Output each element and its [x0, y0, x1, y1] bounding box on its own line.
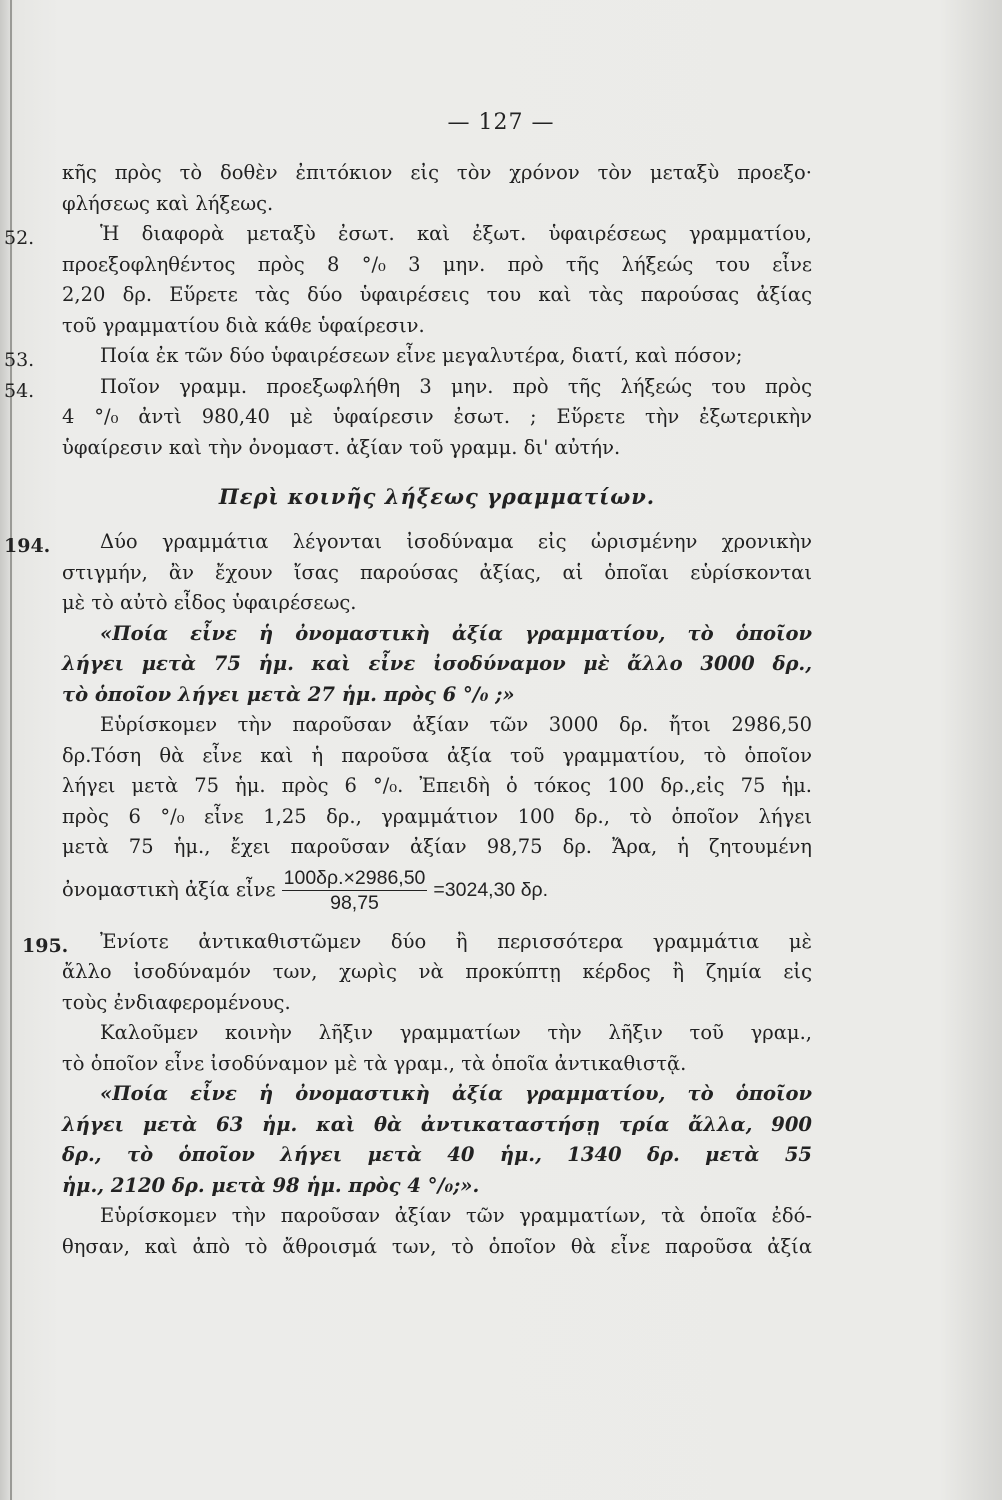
exercise-154: [4, 372, 812, 464]
section-195-definition-1: Καλοῦμεν κοινὴν λῆξιν γραμματίων τὴν λῆξιν τοῦ γραμ.,: [100, 1021, 812, 1044]
section-194-question-3: τὸ ὁποῖον λήγει μετὰ 27 ἡμ. πρὸς 6 °/₀ ;»: [62, 682, 515, 706]
section-195-answer-2: θησαν, καὶ ἀπὸ τὸ ἄθροισμά των, τὸ ὁποῖον θὰ εἶνε παροῦσα ἀξία: [62, 1234, 812, 1258]
section-194-formula-line: [62, 863, 812, 919]
section-title: Περὶ κοινῆς λήξεως γραμματίων.: [218, 484, 656, 509]
section-195-question-4: ἡμ., 2120 δρ. μετὰ 98 ἡμ. πρὸς 4 °/₀;».: [62, 1173, 480, 1197]
section-194-number: 194.: [4, 535, 51, 557]
section-195-question-2: λήγει μετὰ 63 ἡμ. καὶ θὰ ἀντικαταστήσῃ τρία ἄλλα, 900: [62, 1112, 812, 1136]
section-194-answer-1: Εὑρίσκομεν τὴν παροῦσαν ἀξίαν τῶν 3000 δρ. ἤτοι 2986,50: [100, 713, 812, 736]
exercise-154-line-1: Ποῖον γραμμ. προεξωφλήθη 3 μην. πρὸ τῆς λήξεώς του πρὸς: [100, 374, 812, 398]
section-194-question-2: λήγει μετὰ 75 ἡμ. καὶ εἶνε ἰσοδύναμον μὲ ἄλλο 3000 δρ.,: [62, 652, 812, 675]
formula-prefix: ὀνομαστικὴ ἀξία εἶνε: [62, 878, 276, 902]
section-194-question-1: «Ποία εἶνε ἡ ὀνομαστικὴ ἀξία γραμματίου, τὸ ὁποῖον: [100, 621, 812, 645]
section-194-answer-5: μετὰ 75 ἡμ., ἔχει παροῦσαν ἀξίαν 98,75 δρ. Ἄρα, ἡ ζητουμένη: [62, 835, 812, 858]
page-body: [4, 158, 812, 1262]
exercise-152-line-3: 2,20 δρ. Εὕρετε τὰς δύο ὑφαιρέσεις του καὶ τὰς παρούσας ἀξίας: [62, 283, 812, 306]
exercise-152-line-4: τοῦ γραμματίου διὰ κάθε ὑφαίρεσιν.: [62, 313, 425, 337]
page-number-header: — 127 —: [447, 110, 555, 135]
exercise-154-line-2: 4 °/₀ ἀντὶ 980,40 μὲ ὑφαίρεσιν ἐσωτ. ; Εὕρετε τὴν ἐξωτερικὴν: [62, 405, 812, 428]
exercise-154-line-3: ὑφαίρεσιν καὶ τὴν ὀνομαστ. ἀξίαν τοῦ γραμμ. δι' αὐτήν.: [62, 435, 621, 459]
exercise-152: [4, 219, 812, 341]
section-194-line-2: στιγμήν, ἂν ἔχουν ἴσας παρούσας ἀξίας, αἱ ὁποῖαι εὑρίσκονται: [62, 560, 812, 584]
section-194-answer-3: λήγει μετὰ 75 ἡμ. πρὸς 6 °/₀. Ἐπειδὴ ὁ τόκος 100 δρ.,εἰς 75 ἡμ.: [62, 774, 812, 797]
section-194-line-3: μὲ τὸ αὐτὸ εἶδος ὑφαιρέσεως.: [62, 591, 357, 614]
section-195-line-1: Ἐνίοτε ἀντικαθιστῶμεν δύο ἢ περισσότερα γραμμάτια μὲ: [100, 929, 812, 953]
fraction-denominator: 98,75: [330, 892, 379, 914]
section-195-number: 195.: [22, 934, 69, 957]
exercise-153-number: 53.: [4, 349, 35, 371]
intro-line-1: κῆς πρὸς τὸ δοθὲν ἐπιτόκιον εἰς τὸν χρόνον τὸν μεταξὺ προεξο·: [62, 161, 812, 184]
section-195: [22, 927, 812, 1263]
exercise-153: [4, 341, 812, 372]
intro-line-2: φλήσεως καὶ λήξεως.: [62, 191, 274, 215]
exercise-153-line-1: Ποία ἐκ τῶν δύο ὑφαιρέσεων εἶνε μεγαλυτέρα, διατί, καὶ πόσον;: [100, 344, 743, 367]
section-194-line-1: Δύο γραμμάτια λέγονται ἰσοδύναμα εἰς ὡρισμένην χρονικὴν: [100, 530, 812, 553]
section-195-line-3: τοὺς ἐνδιαφερομένους.: [62, 990, 291, 1014]
section-194-answer-2: δρ.Τόση θὰ εἶνε καὶ ἡ παροῦσα ἀξία τοῦ γραμματίου, τὸ ὁποῖον: [62, 743, 812, 767]
formula-fraction: [282, 866, 428, 915]
exercise-152-number: 52.: [4, 227, 35, 249]
section-194-answer-4: πρὸς 6 °/₀ εἶνε 1,25 δρ., γραμμάτιον 100 δρ., τὸ ὁποῖον λήγει: [62, 804, 812, 828]
section-195-question-1: «Ποία εἶνε ἡ ὀνομαστικὴ ἀξία γραμματίου, τὸ ὁποῖον: [100, 1082, 812, 1105]
formula-result: =3024,30 δρ.: [433, 879, 549, 902]
section-195-definition-2: τὸ ὁποῖον εἶνε ἰσοδύναμον μὲ τὰ γραμ., τὰ ὁποῖα ἀντικαθιστᾷ.: [62, 1051, 687, 1075]
exercise-154-number: 54.: [4, 379, 35, 402]
exercise-152-line-2: προεξοφληθέντος πρὸς 8 °/₀ 3 μην. πρὸ τῆς λήξεώς του εἶνε: [62, 252, 812, 276]
section-194: [4, 527, 812, 919]
exercise-152-line-1: Ἡ διαφορὰ μεταξὺ ἐσωτ. καὶ ἐξωτ. ὑφαιρέσεως γραμματίου,: [100, 222, 812, 245]
section-195-question-3: δρ., τὸ ὁποῖον λήγει μετὰ 40 ἡμ., 1340 δρ. μετὰ 55: [62, 1143, 812, 1166]
section-195-answer-1: Εὑρίσκομεν τὴν παροῦσαν ἀξίαν τῶν γραμματίων, τὰ ὁποῖα ἐδό-: [100, 1204, 812, 1227]
fraction-numerator: 100δρ.×2986,50: [283, 867, 426, 889]
section-195-line-2: ἄλλο ἰσοδύναμόν των, χωρὶς νὰ προκύπτῃ κέρδος ἢ ζημία εἰς: [62, 960, 812, 983]
